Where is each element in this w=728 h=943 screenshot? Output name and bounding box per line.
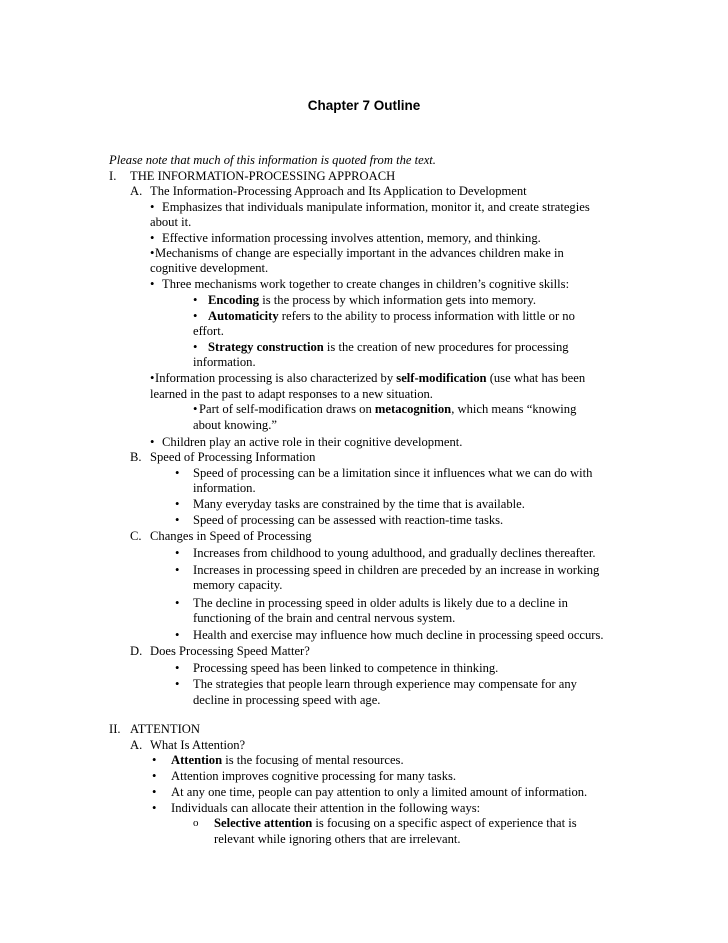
list-item-attention [171,752,404,768]
bullet-icon: • [175,513,180,527]
list-item-text: The strategies that people learn through experience may compensate for any [193,677,577,691]
list-item-text: Many everyday tasks are constrained by the time that is available. [193,497,525,511]
list-item-text: Processing speed has been linked to competence in thinking. [193,661,499,675]
list-item-text: Children play an active role in their cognitive development. [162,435,463,449]
term-definition: is the creation of new procedures for processing [323,340,569,354]
bullet-icon: • [152,785,157,799]
subsection-1b-letter: B. [130,450,142,464]
list-item-text-cont: memory capacity. [193,578,283,592]
subsection-1d-heading: Does Processing Speed Matter? [150,644,310,658]
term-attention: Attention [171,753,223,767]
term-definition: is the process by which information gets into memory. [259,293,537,307]
section-1-heading: THE INFORMATION-PROCESSING APPROACH [130,169,396,183]
bullet-icon: • [175,628,180,642]
bullet-icon: • [175,546,180,560]
text-fragment: (use what has been [486,371,586,385]
list-item-selective-attention [214,815,577,831]
subsection-1c-heading: Changes in Speed of Processing [150,529,312,543]
bullet-icon: • [193,402,198,416]
list-item-text: Emphasizes that individuals manipulate information, monitor it, and create strategies [162,200,590,214]
bullet-icon: • [150,246,155,260]
mechanism-encoding [208,292,536,308]
subsection-1c-letter: C. [130,529,142,543]
term-strategy-construction: Strategy construction [208,340,324,354]
text-fragment: Information processing is also characterized by [155,371,397,385]
list-item-text: Speed of processing can be assessed with reaction-time tasks. [193,513,504,527]
bullet-icon: • [175,596,180,610]
list-item-text-cont: functioning of the brain and central nervous system. [193,611,456,625]
list-item-text: The decline in processing speed in older adults is likely due to a decline in [193,596,568,610]
bullet-icon: • [152,769,157,783]
list-item-text: Increases from childhood to young adulthood, and gradually declines thereafter. [193,546,596,560]
subsection-2a-heading: What Is Attention? [150,738,246,752]
text-fragment: Part of self-modification draws on [199,402,375,416]
bullet-icon: • [175,563,180,577]
bullet-icon: • [193,309,198,323]
list-item-text: At any one time, people can pay attention to only a limited amount of information. [171,785,588,799]
list-item-text-cont: information. [193,355,256,369]
bullet-icon: • [150,231,155,245]
list-item-text-cont: effort. [193,324,224,338]
list-item-text: Mechanisms of change are especially important in the advances children make in [155,246,564,260]
term-automaticity: Automaticity [208,309,279,323]
list-item-text: Increases in processing speed in children are preceded by an increase in working [193,563,600,577]
term-definition: is focusing on a specific aspect of experience that is [312,816,577,830]
list-item-text-cont: information. [193,481,256,495]
subsection-1a-heading: The Information-Processing Approach and Its Application to Development [150,184,527,198]
term-self-modification: self-modification [396,371,487,385]
source-note: Please note that much of this information is quoted from the text. [109,153,436,167]
bullet-icon: • [152,753,157,767]
list-item-text: Health and exercise may influence how much decline in processing speed occurs. [193,628,604,642]
bullet-icon: • [150,277,155,291]
bullet-icon: • [175,497,180,511]
bullet-icon: • [175,661,180,675]
list-item-metacognition [199,401,576,417]
list-item-text-cont: relevant while ignoring others that are irrelevant. [214,832,461,846]
mechanism-automaticity [208,308,575,324]
section-2-heading: ATTENTION [130,722,200,736]
bullet-icon: • [150,435,155,449]
bullet-icon: • [175,466,180,480]
list-item-text-cont: about it. [150,215,192,229]
circle-bullet-icon: o [193,817,199,829]
document-title: Chapter 7 Outline [307,98,421,113]
term-encoding: Encoding [208,293,260,307]
bullet-icon: • [193,340,198,354]
subsection-1d-letter: D. [130,644,143,658]
subsection-2a-letter: A. [130,738,143,752]
list-item-text-cont: cognitive development. [150,261,269,275]
mechanism-strategy-construction [208,339,569,355]
bullet-icon: • [175,677,180,691]
list-item-text-cont: learned in the past to adapt responses to a new situation. [150,387,433,401]
list-item-text: Speed of processing can be a limitation since it influences what we can do with [193,466,593,480]
list-item-text: Effective information processing involves attention, memory, and thinking. [162,231,541,245]
term-definition: is the focusing of mental resources. [222,753,404,767]
list-item-text-cont: decline in processing speed with age. [193,693,381,707]
subsection-1a-letter: A. [130,184,143,198]
text-fragment: , which means “knowing [451,402,577,416]
list-item-text: Individuals can allocate their attention in the following ways: [171,801,481,815]
subsection-1b-heading: Speed of Processing Information [150,450,316,464]
list-item-self-modification [155,370,585,386]
list-item-text: Attention improves cognitive processing for many tasks. [171,769,457,783]
bullet-icon: • [193,293,198,307]
bullet-icon: • [150,200,155,214]
bullet-icon: • [152,801,157,815]
section-1-number: I. [109,169,117,183]
term-selective-attention: Selective attention [214,816,313,830]
term-definition: refers to the ability to process information with little or no [278,309,575,323]
term-metacognition: metacognition [374,402,452,416]
section-2-number: II. [109,722,121,736]
list-item-text: Three mechanisms work together to create changes in children’s cognitive skills: [162,277,570,291]
bullet-icon: • [150,371,155,385]
list-item-text-cont: about knowing.” [193,418,277,432]
